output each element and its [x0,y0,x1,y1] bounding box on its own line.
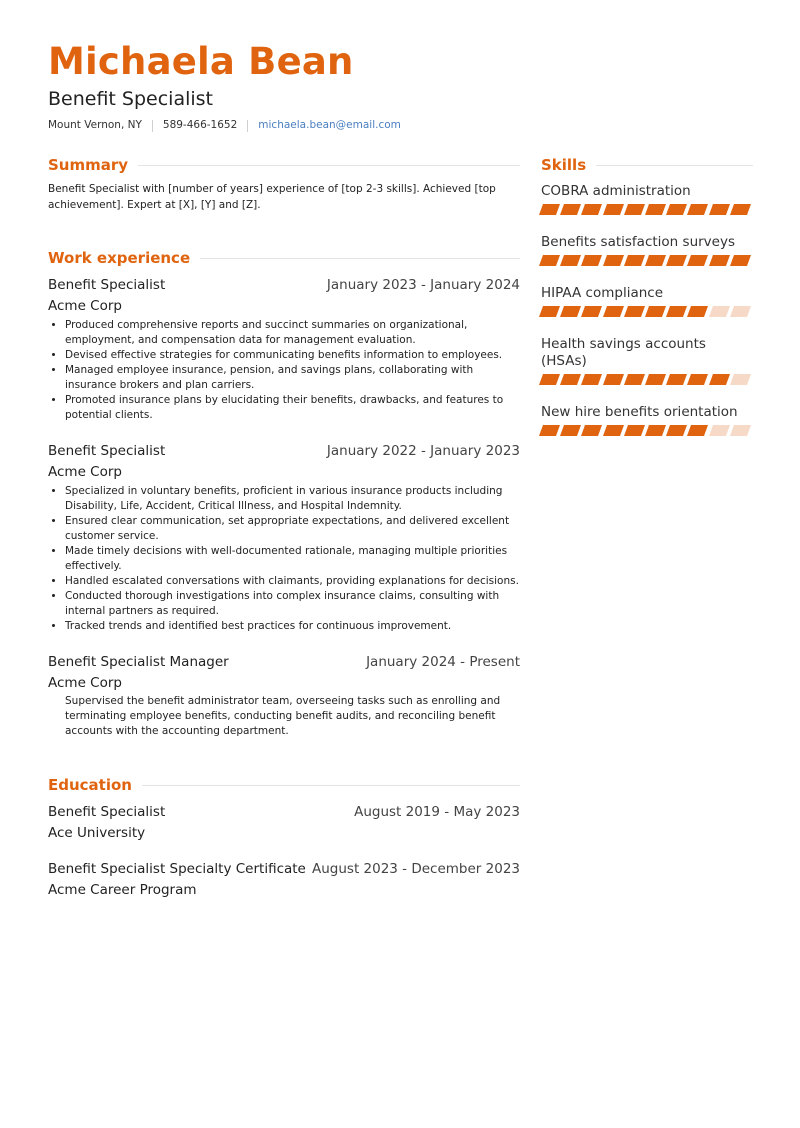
section-title: Work experience [48,249,191,267]
skill-name: COBRA administration [541,183,691,199]
education-dates: August 2023 - December 2023 [312,861,520,877]
skill-level-segment [603,374,624,385]
job-title: Benefit Specialist Manager [48,654,229,670]
list-item: • Made timely decisions with well-documented rationale, managing multiple priorities effectively. [65,544,520,574]
contact-info [48,119,401,133]
job-title: Benefit Specialist [48,443,166,459]
skill-level-segment [687,374,708,385]
list-item: • Tracked trends and identified best practices for continuous improvement. [65,619,520,634]
section-title: Education [48,776,132,794]
phone: 589-466-1652 [162,119,238,131]
candidate-title: Benefit Specialist [48,88,213,110]
summary-text: Benefit Specialist with [number of years] experience of [top 2-3 skills]. Achieved [top achievement]. Expert at [X], [Y] and [Z]. [48,183,496,211]
skill-level-segment [730,425,751,436]
job-entry [48,443,520,634]
job-bullets [48,318,520,423]
list-item: • Produced comprehensive reports and succinct summaries on organizational, employment, and compensation data for management evaluation. [65,318,520,348]
section-divider [200,258,520,259]
skill-level-segment [539,374,560,385]
skill-level-segment [645,306,666,317]
skill-level-segment [645,425,666,436]
contact-divider [152,120,153,132]
job-entry [48,654,520,739]
section-title: Skills [541,156,587,174]
skill-level-bar [541,204,753,215]
skill-level-segment [581,204,602,215]
main-column [48,155,520,898]
skill-level-segment [709,255,730,266]
skill-level-segment [687,204,708,215]
skill-level-segment [539,204,560,215]
candidate-name: Michaela Bean [48,40,354,83]
job-title: Benefit Specialist [48,277,166,293]
section-divider [596,165,753,166]
company: Acme Corp [48,464,122,480]
skill-level-segment [666,306,687,317]
list-item: • Conducted thorough investigations into complex insurance claims, consulting with internal partners as required. [65,589,520,619]
skill-level-segment [603,204,624,215]
skill-level-segment [666,374,687,385]
skill-level-segment [666,255,687,266]
work-heading [48,248,520,268]
skill-level-segment [645,204,666,215]
summary-heading [48,155,520,175]
skill-name: HIPAA compliance [541,285,664,301]
list-item: • Managed employee insurance, pension, and savings plans, collaborating with insurance brokers and plan carriers. [65,363,520,393]
skill-level-bar [541,425,753,436]
skill-item [541,183,753,215]
skill-level-segment [624,255,645,266]
location: Mount Vernon, NY [48,119,142,131]
degree: Benefit Specialist [48,804,166,820]
section-title: Summary [48,156,129,174]
skill-level-segment [730,255,751,266]
skill-level-segment [603,425,624,436]
skill-item [541,234,753,266]
skill-level-segment [624,306,645,317]
skill-level-segment [539,306,560,317]
skill-level-segment [624,425,645,436]
skill-name: New hire benefits orientation [541,404,738,420]
school: Ace University [48,825,146,841]
skill-level-segment [560,306,581,317]
skill-level-segment [581,425,602,436]
job-dates: January 2023 - January 2024 [326,277,520,293]
skill-level-segment [539,255,560,266]
sidebar-column [541,155,753,436]
skill-name: Health savings accounts (HSAs) [541,336,706,369]
job-bullets [48,484,520,634]
skill-item [541,285,753,317]
skill-level-segment [539,425,560,436]
skill-item [541,404,753,436]
skill-level-segment [687,425,708,436]
skill-level-segment [581,255,602,266]
skill-level-segment [730,306,751,317]
skill-level-segment [687,306,708,317]
skill-level-segment [645,255,666,266]
skill-level-segment [560,204,581,215]
skill-level-segment [581,374,602,385]
skill-level-segment [560,374,581,385]
list-item: • Devised effective strategies for communicating benefits information to employees. [65,348,520,363]
list-item: • Promoted insurance plans by elucidating their benefits, drawbacks, and features to potential clients. [65,393,520,423]
skill-level-segment [645,374,666,385]
education-entry [48,804,520,841]
section-divider [138,165,520,166]
skill-level-segment [624,374,645,385]
job-entry [48,277,520,423]
skill-level-bar [541,306,753,317]
skill-level-segment [709,204,730,215]
contact-divider [247,120,248,132]
skill-level-segment [624,204,645,215]
skill-level-segment [687,255,708,266]
skill-name: Benefits satisfaction surveys [541,234,735,250]
job-description: Supervised the benefit administrator team, overseeing tasks such as enrolling and terminating employee benefits, conducting benefit audits, and reconciling benefit accounts with the accounting department. [65,695,501,737]
company: Acme Corp [48,675,122,691]
skills-heading [541,155,753,175]
list-item: • Ensured clear communication, set appropriate expectations, and delivered excellent customer service. [65,514,520,544]
education-entry [48,861,520,898]
job-dates: January 2024 - Present [366,654,520,670]
skill-level-segment [730,204,751,215]
skill-level-segment [560,255,581,266]
skill-level-bar [541,255,753,266]
education-heading [48,775,520,795]
skill-item [541,336,753,385]
skill-level-segment [709,374,730,385]
skill-level-segment [603,306,624,317]
skill-level-segment [730,374,751,385]
list-item: • Specialized in voluntary benefits, proficient in various insurance products including Disability, Life, Accident, Critical Illness, and Hospital Indemnity. [65,484,520,514]
skill-level-segment [581,306,602,317]
skill-level-segment [666,425,687,436]
skill-level-segment [603,255,624,266]
company: Acme Corp [48,298,122,314]
job-dates: January 2022 - January 2023 [326,443,520,459]
degree: Benefit Specialist Specialty Certificate [48,861,306,877]
section-divider [142,785,520,786]
skill-level-bar [541,374,753,385]
skill-level-segment [709,306,730,317]
email-link[interactable]: michaela.bean@email.com [258,119,401,131]
education-dates: August 2019 - May 2023 [354,804,520,820]
school: Acme Career Program [48,882,197,898]
list-item: • Handled escalated conversations with claimants, providing explanations for decisions. [65,574,520,589]
skill-level-segment [560,425,581,436]
skill-level-segment [709,425,730,436]
skill-level-segment [666,204,687,215]
